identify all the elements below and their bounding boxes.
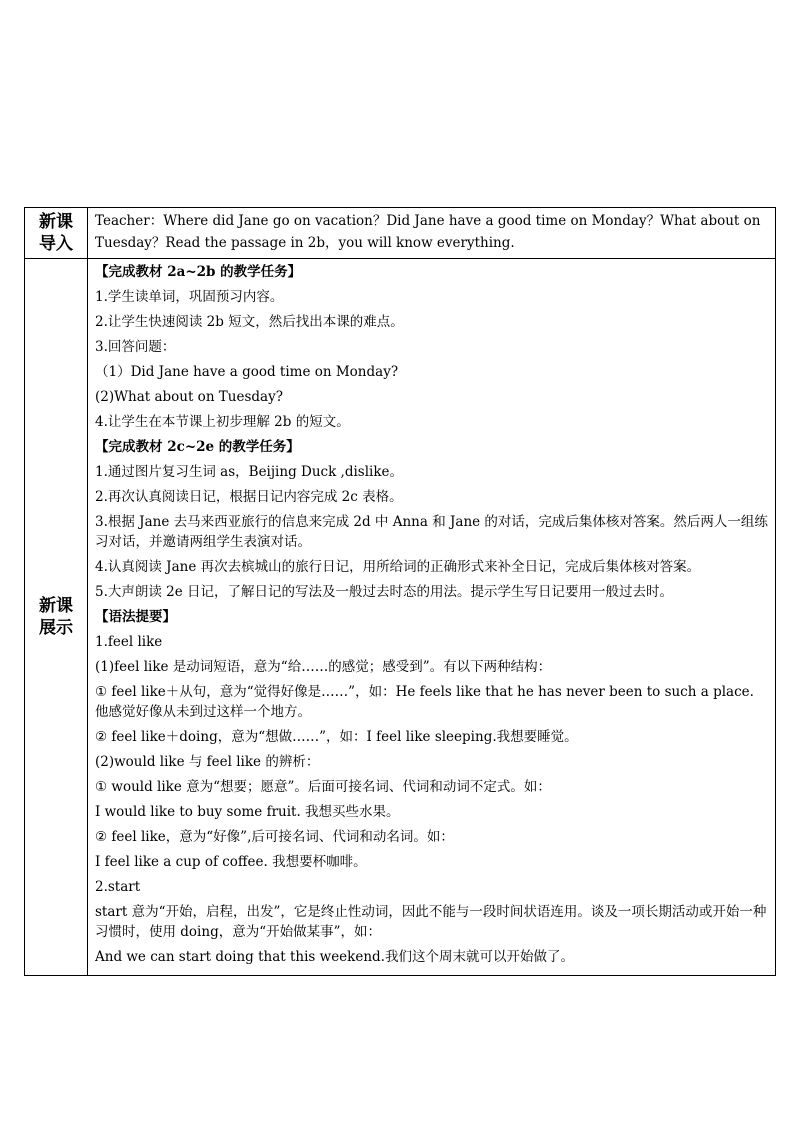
- content-paragraph: (2)would like 与 feel like 的辨析：: [95, 754, 320, 770]
- content-paragraph: 5.大声朗读 2e 日记，了解日记的写法及一般过去时态的用法。提示学生写日记要用一般过去时。: [95, 584, 674, 600]
- section-heading: 【完成教材 2c~2e 的教学任务】: [95, 439, 300, 455]
- presentation-label-cell: [25, 259, 88, 976]
- content-paragraph: I feel like a cup of coffee. 我想要杯咖啡。: [95, 854, 367, 870]
- section-heading: 【语法提要】: [95, 609, 176, 625]
- content-paragraph: 3.根据 Jane 去马来西亚旅行的信息来完成 2d 中 Anna 和 Jane 的对话，完成后集体核对答案。然后两人一组练习对话，并邀请两组学生表演对话。: [95, 514, 768, 550]
- content-paragraph: 1.学生读单词，巩固预习内容。: [95, 289, 284, 305]
- content-paragraph: start 意为“开始，启程，出发”，它是终止性动词，因此不能与一段时间状语连用。谈及一项长期活动或开始一种习惯时，使用 doing，意为“开始做某事”，如：: [95, 904, 767, 940]
- content-paragraph: 4.让学生在本节课上初步理解 2b 的短文。: [95, 414, 350, 430]
- content-paragraph: 4.认真阅读 Jane 再次去槟城山的旅行日记，用所给词的正确形式来补全日记，完成后集体核对答案。: [95, 559, 701, 575]
- content-paragraph: 1.通过图片复习生词 as，Beijing Duck ,dislike。: [95, 464, 404, 480]
- content-paragraph: 1.feel like: [95, 634, 163, 650]
- presentation-label-line-1: 新课: [39, 596, 73, 616]
- content-paragraph: 2.再次认真阅读日记，根据日记内容完成 2c 表格。: [95, 489, 403, 505]
- content-paragraph: 2.让学生快速阅读 2b 短文，然后找出本课的难点。: [95, 314, 404, 330]
- presentation-content-cell: [88, 259, 776, 976]
- content-paragraph: （1）Did Jane have a good time on Monday?: [95, 364, 399, 380]
- content-paragraph: ② feel like，意为“好像”,后可接名词、代词和动名词。如：: [95, 829, 454, 845]
- intro-label-cell: [25, 208, 88, 259]
- content-paragraph: 3.回答问题：: [95, 339, 176, 355]
- intro-label-line-2: 导入: [39, 234, 73, 254]
- content-paragraph: And we can start doing that this weekend.我们这个周末就可以开始做了。: [95, 949, 574, 965]
- content-paragraph: ① would like 意为“想要；愿意”。后面可接名词、代词和动词不定式。如：: [95, 779, 551, 795]
- intro-content-cell: Teacher：Where did Jane go on vacation？Did Jane have a good time on Monday？What about on Tuesday？Read the passage in 2b，you will know everything.: [88, 208, 776, 259]
- intro-row: [25, 208, 776, 259]
- content-paragraph: I would like to buy some fruit. 我想买些水果。: [95, 804, 400, 820]
- presentation-row: [25, 259, 776, 976]
- presentation-label-line-2: 展示: [39, 618, 73, 638]
- lesson-plan-table: [24, 207, 776, 976]
- content-paragraph: ② feel like＋doing，意为“想做……”，如：I feel like sleeping.我想要睡觉。: [95, 729, 578, 745]
- content-paragraph: ① feel like＋从句，意为“觉得好像是……”，如：He feels like that he has never been to such a place. 他感觉好像从未到过这样一个地方。: [95, 684, 754, 720]
- content-paragraph: (1)feel like 是动词短语，意为“给……的感觉；感受到”。有以下两种结构：: [95, 659, 552, 675]
- content-paragraph: (2)What about on Tuesday?: [95, 389, 283, 405]
- section-heading: 【完成教材 2a~2b 的教学任务】: [95, 264, 302, 280]
- intro-label-line-1: 新课: [39, 212, 73, 232]
- content-paragraph: 2.start: [95, 879, 141, 895]
